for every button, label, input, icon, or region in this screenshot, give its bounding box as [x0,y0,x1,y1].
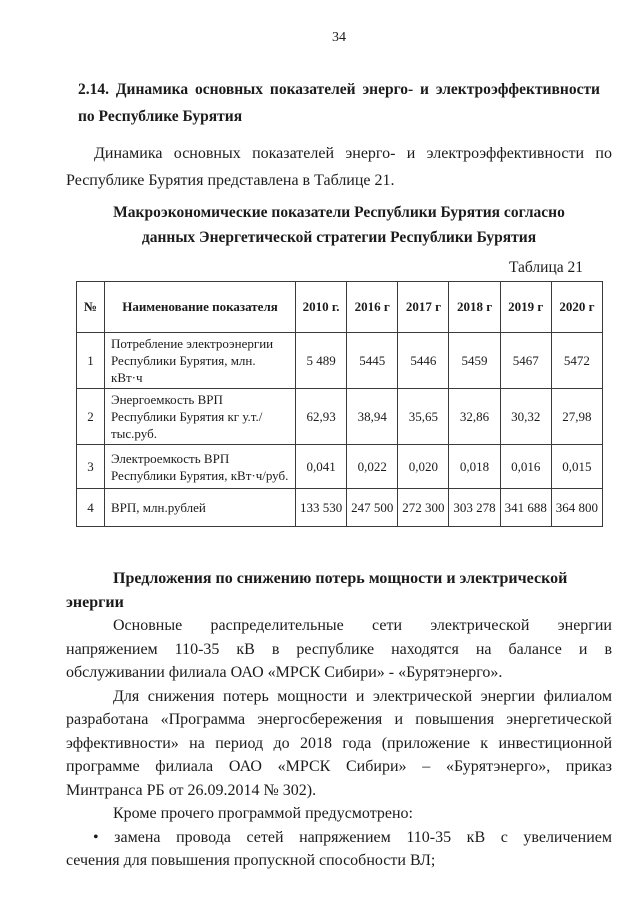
text-line: Кроме прочего программой предусмотрено: [113,805,413,822]
text-line: Динамика основных показателей энерго- и электроэффективности по [94,145,612,162]
value-cell: 35,65 [398,389,449,445]
paragraph-networks [66,614,612,685]
value-cell: 5467 [500,333,551,389]
text-line: программе филиала ОАО «МРСК Сибири» – «Бурятэнерго», приказ [66,758,612,775]
table-header-cell: Наименование показателя [105,282,296,333]
paragraph-list-intro [66,802,612,826]
text-line: Для снижения потерь мощности и электрической энергии филиалом [113,687,612,705]
table-row [77,489,603,527]
indicators-table [76,281,603,527]
text-line: • замена провода сетей напряжением 110-35 кВ с увеличением [93,828,612,846]
table-caption: Таблица 21 [508,259,583,276]
value-cell: 133 530 [296,489,347,527]
text-line: сечения для повышения пропускной способности ВЛ; [66,852,436,869]
value-cell: 0,020 [398,445,449,489]
table-header-cell: 2020 г [551,282,602,333]
value-cell: 303 278 [449,489,500,527]
row-number-cell: 3 [77,445,105,489]
value-cell: 5 489 [296,333,347,389]
intro-paragraph [66,140,612,194]
table-header-cell: 2019 г [500,282,551,333]
indicator-name-cell: Потребление электроэнергии Республики Бурятия, млн. кВт·ч [105,333,296,389]
text-line: напряжением 110-35 кВ в республике находятся на балансе и в [66,640,612,658]
value-cell: 0,018 [449,445,500,489]
text-line: эффективности» на период до 2018 года (приложение к инвестиционной [66,734,612,752]
proposals-heading [66,567,612,614]
text-line: по Республике Бурятия [78,108,243,125]
row-number-cell: 1 [77,333,105,389]
text-line: энергии [66,593,124,611]
value-cell: 0,022 [347,445,398,489]
value-cell: 0,016 [500,445,551,489]
indicator-name-cell: ВРП, млн.рублей [105,489,296,527]
value-cell: 38,94 [347,389,398,445]
bullet-item-wire-replacement [66,826,612,873]
value-cell: 247 500 [347,489,398,527]
table-body [77,333,603,527]
text-line: Макроэкономические показатели Республики Бурятия согласно [113,204,565,221]
text-line: разработана «Программа энергосбережения и повышения энергетической [66,711,612,728]
table-header-cell: 2017 г [398,282,449,333]
table-header-cell: 2010 г. [296,282,347,333]
table-row [77,389,603,445]
table-title [66,200,612,250]
paragraph-program [66,685,612,803]
table-header-cell: 2018 г [449,282,500,333]
row-number-cell: 4 [77,489,105,527]
value-cell: 32,86 [449,389,500,445]
value-cell: 30,32 [500,389,551,445]
text-line: Республике Бурятия представлена в Таблице 21. [66,172,395,189]
value-cell: 62,93 [296,389,347,445]
value-cell: 5459 [449,333,500,389]
text-line: 2.14. Динамика основных показателей энерго- и электроэффективности [78,81,600,98]
text-line: Предложения по снижению потерь мощности и электрической [113,570,568,587]
table-row [77,333,603,389]
text-line: Минтранса РБ от 26.09.2014 № 302). [66,781,317,799]
value-cell: 341 688 [500,489,551,527]
value-cell: 5472 [551,333,602,389]
text-line: данных Энергетической стратегии Республики Бурятия [141,229,537,246]
text-line: обслуживании филиала ОАО «МРСК Сибири» - «Бурятэнерго». [66,664,503,681]
table-row [77,445,603,489]
value-cell: 0,041 [296,445,347,489]
table-header-cell: 2016 г [347,282,398,333]
table-head [77,282,603,333]
value-cell: 0,015 [551,445,602,489]
row-number-cell: 2 [77,389,105,445]
text-line: Основные распределительные сети электрической энергии [113,617,612,634]
table-header-cell: № [77,282,105,333]
indicator-name-cell: Энергоемкость ВРП Республики Бурятия кг у.т./тыс.руб. [105,389,296,445]
indicator-name-cell: Электроемкость ВРП Республики Бурятия, кВт·ч/руб. [105,445,296,489]
value-cell: 5446 [398,333,449,389]
section-heading [78,76,600,130]
value-cell: 5445 [347,333,398,389]
value-cell: 27,98 [551,389,602,445]
value-cell: 272 300 [398,489,449,527]
page-number: 34 [332,30,346,45]
table-header-row [77,282,603,333]
value-cell: 364 800 [551,489,602,527]
